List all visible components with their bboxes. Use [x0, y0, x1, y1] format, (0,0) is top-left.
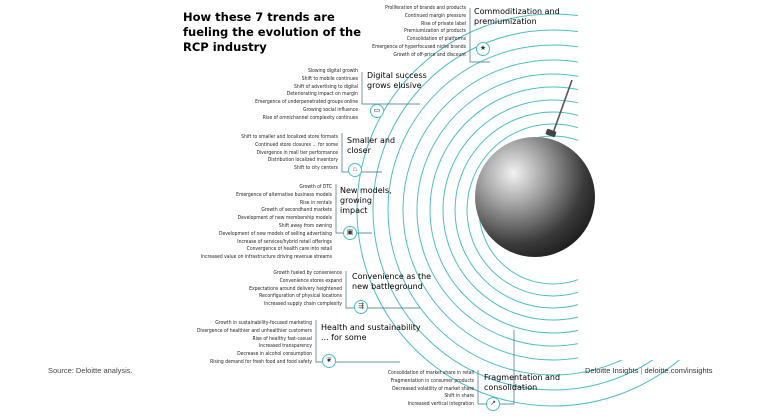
trend-commoditization-label: Commoditization and premiumization [474, 7, 560, 26]
list-item: Decreased volatility of market share [392, 385, 474, 392]
trend-fragmentation-bullets [320, 370, 474, 409]
list-item: Emergence of alternative business models [236, 191, 332, 198]
trend-fragmentation-label: Fragmentation and consolidation [484, 373, 561, 392]
chart-title: How these 7 trends are fueling the evolution of the RCP industry [183, 10, 362, 54]
list-item: Proliferation of brands and products [385, 5, 466, 11]
credit-separator: | [640, 366, 643, 375]
shopping-bag-icon: ▣ [343, 226, 357, 240]
list-item: Expectations around delivery heightened [249, 285, 342, 292]
list-item: Rise of healthy fast-casual [252, 335, 312, 342]
list-item: Premiumization of products [404, 28, 466, 35]
list-item: Rise in rentals [300, 199, 332, 206]
list-item: Shift to smaller and localized store formats [241, 134, 338, 140]
trend-digital-bullets [220, 68, 358, 123]
ecommerce-icon: ▭ [370, 104, 384, 118]
list-item: Increased vertical integration [407, 401, 474, 408]
trend-digital-label: Digital success grows elusive [367, 71, 427, 90]
list-item: Rise of private label [421, 20, 466, 27]
list-item: Divergence of healthier and unhealthier customers [196, 327, 312, 334]
list-item: Increased supply chain complexity [264, 301, 342, 308]
list-item: Fragmentation in consumer products [390, 377, 474, 384]
list-item: Emergence of underpenetrated groups online [255, 99, 358, 106]
trend-smaller-label: Smaller and closer [347, 136, 396, 155]
list-item: Growing social influence [303, 106, 358, 113]
list-item: Continued store closures ... for some [255, 141, 338, 148]
list-item: Shift of advertising to digital [294, 83, 358, 90]
website-link[interactable]: deloitte.com/insights [644, 366, 713, 375]
list-item: Increase of services/hybrid retail offerings [237, 238, 332, 245]
list-item: Rising demand for fresh food and food safety [210, 358, 312, 365]
brand-name: Deloitte Insights [585, 366, 639, 375]
ball-chain [552, 80, 572, 136]
list-item: Reconfiguration of physical locations [259, 293, 342, 300]
trend-smaller-bullets [200, 134, 338, 173]
list-item: Growth of DTC [299, 184, 332, 190]
list-item: Shift to city centers [293, 165, 338, 172]
list-item: Decrease in alcohol consumption [237, 351, 312, 358]
list-item: Convergence of health care into retail [246, 246, 332, 253]
trend-health-bullets [150, 320, 312, 367]
list-item: Growth of secondhand markets [261, 207, 332, 214]
list-item: Growth in sustainability-focused marketing [215, 320, 312, 326]
list-item: Growth of off-price and discount [393, 51, 466, 58]
list-item: Rise of omnichannel complexity continues [262, 114, 358, 121]
list-item: Emergence of hyperfocused niche brands [372, 43, 466, 50]
list-item: Divergence in mall tier performance [256, 149, 338, 156]
list-item: Slowing digital growth [308, 68, 358, 74]
delivery-icon: ⇶ [354, 300, 368, 314]
list-item: Shift to mobile continues [301, 75, 358, 82]
list-item: Shift away from owning [278, 222, 332, 229]
star-badge-icon: ★ [476, 42, 490, 56]
list-item: Deteriorating impact on margin [286, 91, 358, 98]
list-item: Convenience stores expand [279, 277, 342, 284]
trend-new-models-label: New models, growing impact [340, 186, 392, 215]
list-item: Consolidation of market share in retail [387, 370, 474, 376]
list-item: Growth fueled by convenience [273, 270, 342, 276]
list-item: Development of new membership models [237, 215, 332, 222]
ring-mask [578, 0, 768, 360]
trend-convenience-bullets [200, 270, 342, 309]
leaf-icon: ❦ [322, 354, 336, 368]
list-item: Shift in share [444, 393, 474, 400]
trend-commoditization-bullets [290, 5, 466, 60]
list-item: Increased value on infrastructure driving revenue streams [200, 254, 332, 261]
credit-line [585, 366, 712, 375]
list-item: Distribution localized inventory [267, 157, 338, 164]
trend-new-models-bullets [170, 184, 332, 262]
list-item: Continued margin pressure [404, 12, 466, 19]
source-note: Source: Deloitte analysis. [48, 366, 133, 375]
chart-icon: ↗ [486, 397, 500, 411]
trend-health-label: Health and sustainability ... for some [321, 323, 421, 342]
trend-convenience-label: Convenience as the new battleground [352, 272, 432, 291]
list-item: Consolidation of platforms [406, 36, 466, 43]
list-item: Increased transparency [258, 343, 312, 350]
storefront-icon: ⌂ [348, 163, 362, 177]
list-item: Development of new models of selling advertising [219, 230, 332, 237]
wrecking-ball [475, 137, 595, 257]
